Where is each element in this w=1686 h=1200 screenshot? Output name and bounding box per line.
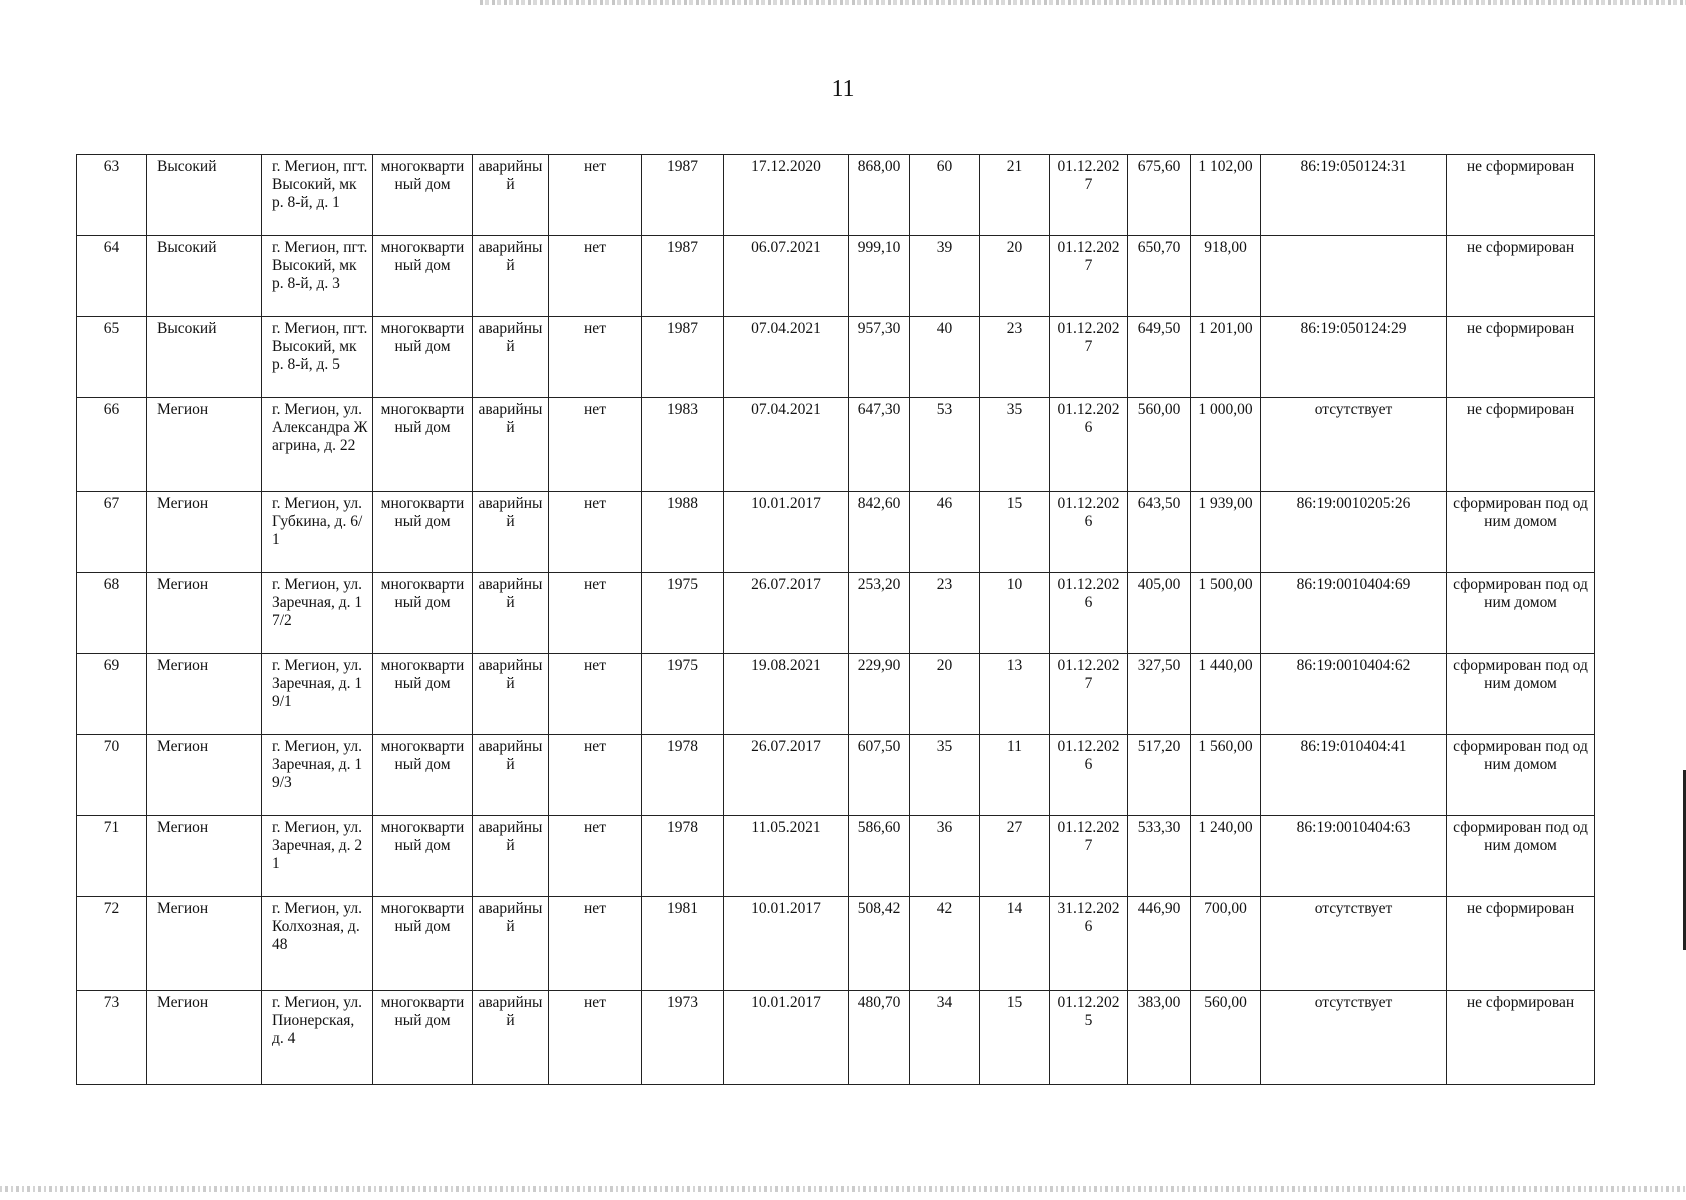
table-row <box>77 492 1595 573</box>
residents-count-cell: 39 <box>910 236 980 317</box>
address-cell: г. Мегион, ул. Колхозная, д. 48 <box>262 897 373 991</box>
amount-cell: 1 000,00 <box>1191 398 1261 492</box>
build-year-cell: 1978 <box>642 735 724 816</box>
amount-cell: 1 201,00 <box>1191 317 1261 398</box>
locality-cell: Мегион <box>147 991 262 1085</box>
units-count-cell: 10 <box>980 573 1050 654</box>
table-body <box>77 155 1595 1085</box>
recognition-date-cell: 07.04.2021 <box>724 317 849 398</box>
build-year-cell: 1973 <box>642 991 724 1085</box>
building-type-cell: многоквартиный дом <box>373 236 473 317</box>
condition-cell: аварийный <box>473 155 549 236</box>
condition-cell: аварийный <box>473 398 549 492</box>
residents-count-cell: 40 <box>910 317 980 398</box>
land-plot-status-cell: не сформирован <box>1447 991 1595 1085</box>
locality-cell: Высокий <box>147 236 262 317</box>
land-plot-status-cell: сформирован под одним домом <box>1447 573 1595 654</box>
amount-cell: 1 560,00 <box>1191 735 1261 816</box>
amount-cell: 1 240,00 <box>1191 816 1261 897</box>
residents-count-cell: 60 <box>910 155 980 236</box>
cadastral-number-cell <box>1261 236 1447 317</box>
address-cell: г. Мегион, пгт. Высокий, мкр. 8-й, д. 5 <box>262 317 373 398</box>
extra-flag-cell: нет <box>549 317 642 398</box>
table-row <box>77 317 1595 398</box>
table-row <box>77 155 1595 236</box>
cadastral-number-cell: 86:19:0010205:26 <box>1261 492 1447 573</box>
locality-cell: Мегион <box>147 654 262 735</box>
land-plot-status-cell: не сформирован <box>1447 155 1595 236</box>
locality-cell: Высокий <box>147 155 262 236</box>
row-number-cell: 72 <box>77 897 147 991</box>
units-count-cell: 15 <box>980 991 1050 1085</box>
residents-count-cell: 42 <box>910 897 980 991</box>
living-area-cell: 643,50 <box>1128 492 1191 573</box>
total-area-cell: 647,30 <box>849 398 910 492</box>
extra-flag-cell: нет <box>549 654 642 735</box>
build-year-cell: 1987 <box>642 155 724 236</box>
cadastral-number-cell: 86:19:050124:29 <box>1261 317 1447 398</box>
total-area-cell: 253,20 <box>849 573 910 654</box>
building-type-cell: многоквартиный дом <box>373 317 473 398</box>
living-area-cell: 405,00 <box>1128 573 1191 654</box>
total-area-cell: 229,90 <box>849 654 910 735</box>
build-year-cell: 1983 <box>642 398 724 492</box>
locality-cell: Мегион <box>147 398 262 492</box>
condition-cell: аварийный <box>473 236 549 317</box>
resettlement-deadline-cell: 01.12.2026 <box>1050 735 1128 816</box>
cadastral-number-cell: 86:19:050124:31 <box>1261 155 1447 236</box>
cadastral-number-cell: 86:19:0010404:62 <box>1261 654 1447 735</box>
living-area-cell: 517,20 <box>1128 735 1191 816</box>
build-year-cell: 1975 <box>642 654 724 735</box>
address-cell: г. Мегион, ул. Пионерская, д. 4 <box>262 991 373 1085</box>
building-type-cell: многоквартиный дом <box>373 155 473 236</box>
row-number-cell: 69 <box>77 654 147 735</box>
table-row <box>77 735 1595 816</box>
building-type-cell: многоквартиный дом <box>373 573 473 654</box>
building-type-cell: многоквартиный дом <box>373 735 473 816</box>
condition-cell: аварийный <box>473 573 549 654</box>
living-area-cell: 650,70 <box>1128 236 1191 317</box>
address-cell: г. Мегион, пгт. Высокий, мкр. 8-й, д. 3 <box>262 236 373 317</box>
cadastral-number-cell: отсутствует <box>1261 991 1447 1085</box>
address-cell: г. Мегион, ул. Заречная, д. 19/1 <box>262 654 373 735</box>
total-area-cell: 508,42 <box>849 897 910 991</box>
address-cell: г. Мегион, ул. Заречная, д. 17/2 <box>262 573 373 654</box>
condition-cell: аварийный <box>473 654 549 735</box>
land-plot-status-cell: сформирован под одним домом <box>1447 735 1595 816</box>
residents-count-cell: 36 <box>910 816 980 897</box>
address-cell: г. Мегион, пгт. Высокий, мкр. 8-й, д. 1 <box>262 155 373 236</box>
residents-count-cell: 46 <box>910 492 980 573</box>
residents-count-cell: 23 <box>910 573 980 654</box>
land-plot-status-cell: не сформирован <box>1447 317 1595 398</box>
land-plot-status-cell: не сформирован <box>1447 897 1595 991</box>
recognition-date-cell: 07.04.2021 <box>724 398 849 492</box>
page-number: 11 <box>831 76 855 102</box>
amount-cell: 918,00 <box>1191 236 1261 317</box>
cadastral-number-cell: отсутствует <box>1261 398 1447 492</box>
building-type-cell: многоквартиный дом <box>373 897 473 991</box>
recognition-date-cell: 06.07.2021 <box>724 236 849 317</box>
total-area-cell: 586,60 <box>849 816 910 897</box>
extra-flag-cell: нет <box>549 398 642 492</box>
units-count-cell: 27 <box>980 816 1050 897</box>
amount-cell: 1 102,00 <box>1191 155 1261 236</box>
extra-flag-cell: нет <box>549 236 642 317</box>
locality-cell: Высокий <box>147 317 262 398</box>
amount-cell: 700,00 <box>1191 897 1261 991</box>
locality-cell: Мегион <box>147 816 262 897</box>
resettlement-deadline-cell: 01.12.2027 <box>1050 654 1128 735</box>
table-row <box>77 897 1595 991</box>
amount-cell: 560,00 <box>1191 991 1261 1085</box>
row-number-cell: 66 <box>77 398 147 492</box>
units-count-cell: 14 <box>980 897 1050 991</box>
recognition-date-cell: 19.08.2021 <box>724 654 849 735</box>
total-area-cell: 999,10 <box>849 236 910 317</box>
extra-flag-cell: нет <box>549 492 642 573</box>
recognition-date-cell: 10.01.2017 <box>724 897 849 991</box>
locality-cell: Мегион <box>147 897 262 991</box>
condition-cell: аварийный <box>473 492 549 573</box>
table-row <box>77 991 1595 1085</box>
amount-cell: 1 939,00 <box>1191 492 1261 573</box>
table-row <box>77 654 1595 735</box>
build-year-cell: 1987 <box>642 317 724 398</box>
total-area-cell: 842,60 <box>849 492 910 573</box>
land-plot-status-cell: не сформирован <box>1447 398 1595 492</box>
cadastral-number-cell: 86:19:0010404:69 <box>1261 573 1447 654</box>
extra-flag-cell: нет <box>549 991 642 1085</box>
resettlement-deadline-cell: 01.12.2026 <box>1050 573 1128 654</box>
units-count-cell: 35 <box>980 398 1050 492</box>
recognition-date-cell: 26.07.2017 <box>724 735 849 816</box>
address-cell: г. Мегион, ул. Заречная, д. 21 <box>262 816 373 897</box>
locality-cell: Мегион <box>147 735 262 816</box>
row-number-cell: 65 <box>77 317 147 398</box>
units-count-cell: 13 <box>980 654 1050 735</box>
resettlement-deadline-cell: 31.12.2026 <box>1050 897 1128 991</box>
land-plot-status-cell: сформирован под одним домом <box>1447 492 1595 573</box>
units-count-cell: 15 <box>980 492 1050 573</box>
total-area-cell: 868,00 <box>849 155 910 236</box>
build-year-cell: 1981 <box>642 897 724 991</box>
row-number-cell: 73 <box>77 991 147 1085</box>
row-number-cell: 71 <box>77 816 147 897</box>
building-type-cell: многоквартиный дом <box>373 492 473 573</box>
condition-cell: аварийный <box>473 816 549 897</box>
recognition-date-cell: 10.01.2017 <box>724 991 849 1085</box>
cadastral-number-cell: 86:19:0010404:63 <box>1261 816 1447 897</box>
recognition-date-cell: 10.01.2017 <box>724 492 849 573</box>
resettlement-deadline-cell: 01.12.2027 <box>1050 317 1128 398</box>
scan-artifact-top <box>480 0 1686 5</box>
units-count-cell: 23 <box>980 317 1050 398</box>
extra-flag-cell: нет <box>549 735 642 816</box>
land-plot-status-cell: сформирован под одним домом <box>1447 816 1595 897</box>
row-number-cell: 64 <box>77 236 147 317</box>
recognition-date-cell: 11.05.2021 <box>724 816 849 897</box>
table-row <box>77 398 1595 492</box>
living-area-cell: 649,50 <box>1128 317 1191 398</box>
locality-cell: Мегион <box>147 573 262 654</box>
residents-count-cell: 34 <box>910 991 980 1085</box>
living-area-cell: 533,30 <box>1128 816 1191 897</box>
address-cell: г. Мегион, ул. Заречная, д. 19/3 <box>262 735 373 816</box>
building-type-cell: многоквартиный дом <box>373 816 473 897</box>
living-area-cell: 446,90 <box>1128 897 1191 991</box>
scan-artifact-bottom <box>0 1186 1686 1192</box>
locality-cell: Мегион <box>147 492 262 573</box>
table-row <box>77 573 1595 654</box>
row-number-cell: 63 <box>77 155 147 236</box>
extra-flag-cell: нет <box>549 897 642 991</box>
land-plot-status-cell: сформирован под одним домом <box>1447 654 1595 735</box>
extra-flag-cell: нет <box>549 573 642 654</box>
resettlement-deadline-cell: 01.12.2027 <box>1050 236 1128 317</box>
resettlement-deadline-cell: 01.12.2026 <box>1050 398 1128 492</box>
building-type-cell: многоквартиный дом <box>373 991 473 1085</box>
units-count-cell: 20 <box>980 236 1050 317</box>
cadastral-number-cell: отсутствует <box>1261 897 1447 991</box>
build-year-cell: 1988 <box>642 492 724 573</box>
condition-cell: аварийный <box>473 897 549 991</box>
row-number-cell: 67 <box>77 492 147 573</box>
living-area-cell: 327,50 <box>1128 654 1191 735</box>
row-number-cell: 68 <box>77 573 147 654</box>
units-count-cell: 11 <box>980 735 1050 816</box>
build-year-cell: 1978 <box>642 816 724 897</box>
residents-count-cell: 53 <box>910 398 980 492</box>
living-area-cell: 675,60 <box>1128 155 1191 236</box>
recognition-date-cell: 17.12.2020 <box>724 155 849 236</box>
living-area-cell: 560,00 <box>1128 398 1191 492</box>
residents-count-cell: 20 <box>910 654 980 735</box>
address-cell: г. Мегион, ул. Губкина, д. 6/1 <box>262 492 373 573</box>
units-count-cell: 21 <box>980 155 1050 236</box>
housing-register-table <box>76 154 1595 1085</box>
recognition-date-cell: 26.07.2017 <box>724 573 849 654</box>
resettlement-deadline-cell: 01.12.2025 <box>1050 991 1128 1085</box>
resettlement-deadline-cell: 01.12.2027 <box>1050 155 1128 236</box>
residents-count-cell: 35 <box>910 735 980 816</box>
total-area-cell: 957,30 <box>849 317 910 398</box>
row-number-cell: 70 <box>77 735 147 816</box>
amount-cell: 1 500,00 <box>1191 573 1261 654</box>
condition-cell: аварийный <box>473 991 549 1085</box>
building-type-cell: многоквартиный дом <box>373 398 473 492</box>
build-year-cell: 1975 <box>642 573 724 654</box>
condition-cell: аварийный <box>473 317 549 398</box>
building-type-cell: многоквартиный дом <box>373 654 473 735</box>
extra-flag-cell: нет <box>549 816 642 897</box>
amount-cell: 1 440,00 <box>1191 654 1261 735</box>
build-year-cell: 1987 <box>642 236 724 317</box>
total-area-cell: 607,50 <box>849 735 910 816</box>
extra-flag-cell: нет <box>549 155 642 236</box>
resettlement-deadline-cell: 01.12.2026 <box>1050 492 1128 573</box>
land-plot-status-cell: не сформирован <box>1447 236 1595 317</box>
address-cell: г. Мегион, ул. Александра Жагрина, д. 22 <box>262 398 373 492</box>
living-area-cell: 383,00 <box>1128 991 1191 1085</box>
condition-cell: аварийный <box>473 735 549 816</box>
table-row <box>77 236 1595 317</box>
table-row <box>77 816 1595 897</box>
resettlement-deadline-cell: 01.12.2027 <box>1050 816 1128 897</box>
total-area-cell: 480,70 <box>849 991 910 1085</box>
cadastral-number-cell: 86:19:010404:41 <box>1261 735 1447 816</box>
